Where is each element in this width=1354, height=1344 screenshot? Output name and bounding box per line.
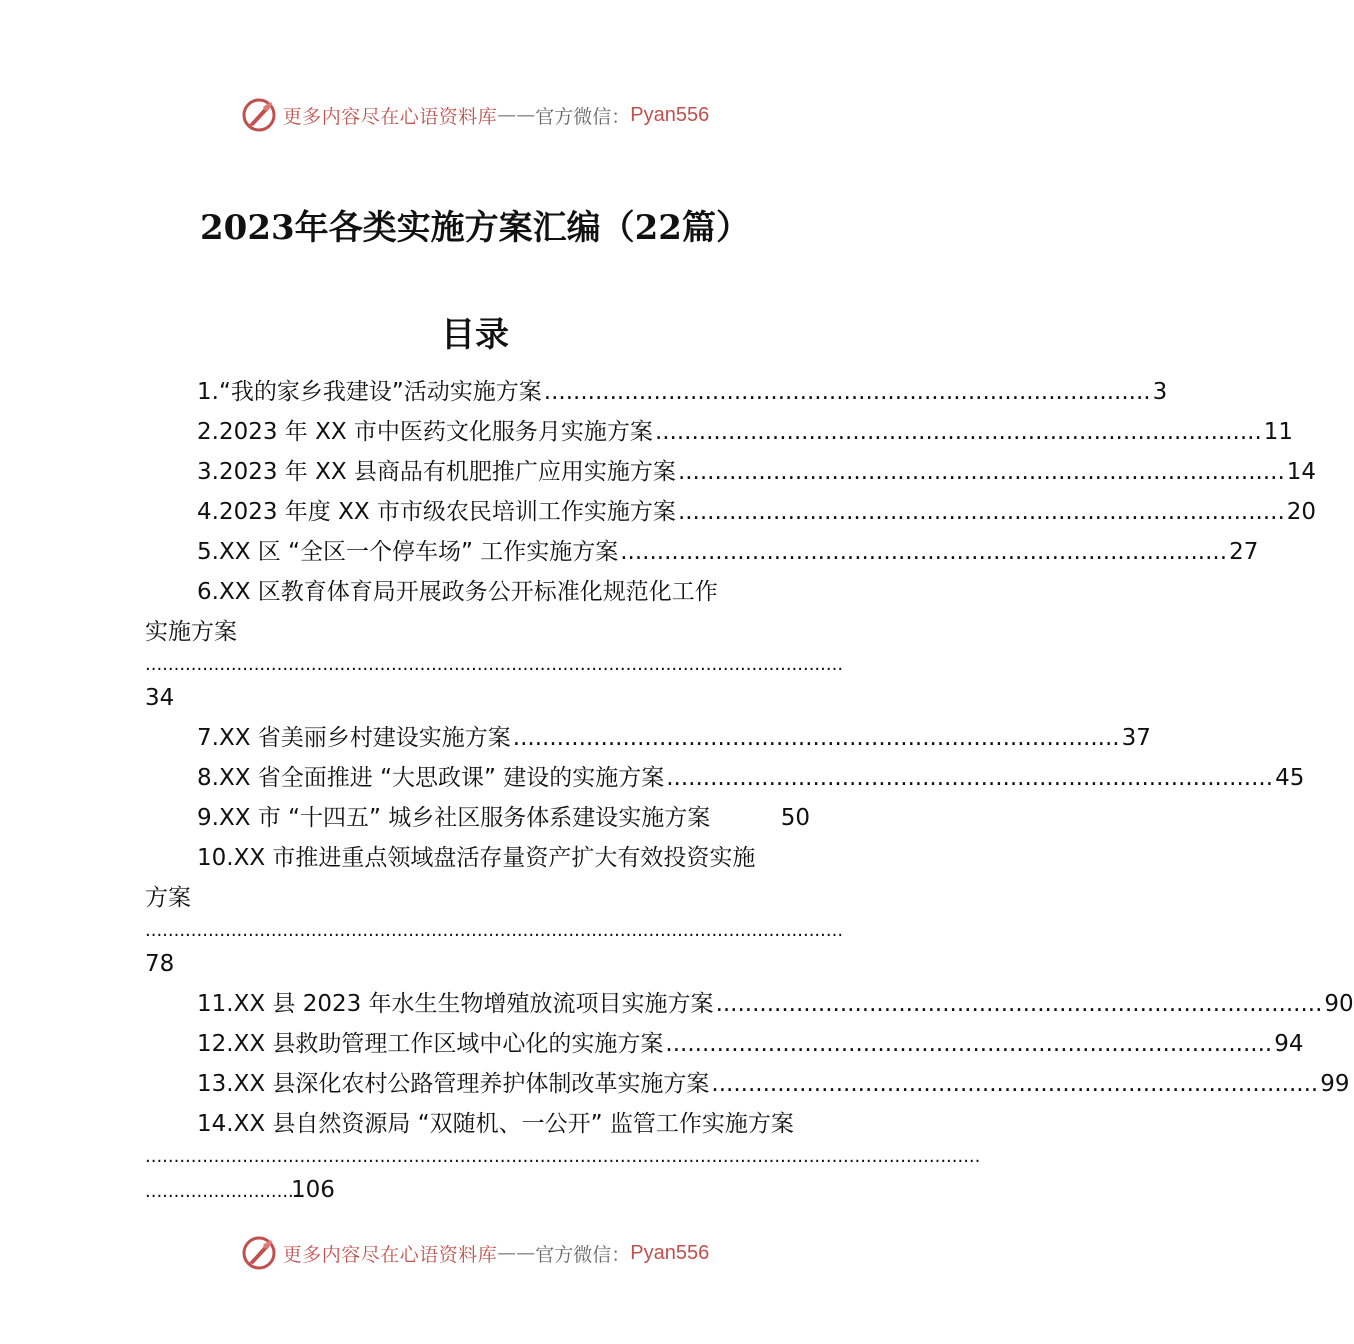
toc-item-label: 13.XX 县深化农村公路管理养护体制改革实施方案 [197,1071,710,1097]
banner-separator: —— [497,104,536,126]
quill-logo-icon [241,1235,277,1271]
toc-item-page: 94 [1274,1031,1304,1057]
dot-leader: ................................................................................... [677,499,1285,525]
toc-heading: 目录 [441,315,509,355]
dot-leader: ................................................................................... [666,765,1274,791]
toc-item-label: 12.XX 县救助管理工作区域中心化的实施方案 [197,1031,664,1057]
toc-item-7[interactable] [145,718,1151,758]
toc-item-page: 106 [291,1177,335,1203]
toc-item-11[interactable] [145,984,1354,1024]
banner-brand: 更多内容尽在心语资料库 [282,105,498,128]
toc-item-10[interactable] [145,838,844,984]
toc-item-page: 11 [1263,419,1294,445]
dot-leader: ................................................................................... [665,1031,1273,1057]
toc-item-label: 3.2023 年 XX 县商品有机肥推广应用实施方案 [197,459,676,485]
toc-item-label: 14.XX 县自然资源局 “双随机、一公开” 监管工作实施方案 [197,1111,794,1137]
toc-item-page: 99 [1320,1071,1350,1097]
banner-separator: —— [497,1242,536,1264]
footer-banner [0,1233,950,1273]
toc-item-label-continued: 方案 [145,885,191,911]
toc-item-label: 9.XX 市 “十四五” 城乡社区服务体系建设实施方案 [197,805,711,831]
dot-leader: ............................ [145,1181,306,1202]
toc-item-label: 11.XX 县 2023 年水生生物增殖放流项目实施方案 [197,991,714,1017]
banner-brand: 更多内容尽在心语资料库 [282,1243,498,1266]
dot-leader: ................................................................................... [620,539,1228,565]
toc-item-8[interactable] [145,758,1305,798]
toc-item-label: 8.XX 省全面推进 “大思政课” 建设的实施方案 [197,765,665,791]
dot-leader: ................................................................................... [512,725,1120,751]
dot-leader: ................................................................................... [715,991,1323,1017]
document-title: 2023年各类实施方案汇编（22篇） [200,208,750,248]
toc-item-13[interactable] [145,1064,1350,1104]
toc-item-page: 3 [1152,379,1168,405]
toc-item-label: 5.XX 区 “全区一个停车场” 工作实施方案 [197,539,619,565]
toc-item-page: 37 [1121,725,1151,751]
toc-item-page: 20 [1286,499,1317,525]
toc-item-9[interactable] [145,798,810,838]
toc-item-6[interactable] [145,572,844,718]
toc-item-label: 10.XX 市推进重点领域盘活存量资产扩大有效投资实施 [197,845,756,871]
table-of-contents [145,372,1354,1210]
toc-item-label-continued: 实施方案 [145,619,237,645]
dot-leader: .......................................................................................................................... [145,920,844,941]
toc-item-page: 14 [1286,459,1317,485]
toc-item-page: 34 [145,685,175,711]
dot-leader: ................................................................................... [677,459,1285,485]
header-banner [0,95,950,135]
toc-item-4[interactable] [145,492,1317,532]
toc-item-label: 6.XX 区教育体育局开展政务公开标准化规范化工作 [197,579,718,605]
banner-wechat-id: Pyan556 [630,103,710,126]
toc-item-label: 4.2023 年度 XX 市市级农民培训工作实施方案 [197,499,676,525]
toc-item-1[interactable] [145,372,1168,412]
toc-item-3[interactable] [145,452,1317,492]
toc-item-14[interactable] [145,1104,981,1210]
toc-item-page: 78 [145,951,175,977]
toc-item-2[interactable] [145,412,1294,452]
toc-item-label: 2.2023 年 XX 市中医药文化服务月实施方案 [197,419,653,445]
dot-leader: ................................................................................... [543,379,1151,405]
dot-leader: .......................................................................................................................... [145,654,844,675]
toc-item-label: 1.“我的家乡我建设”活动实施方案 [197,379,542,405]
banner-wechat-label: 官方微信： [535,105,631,128]
dot-leader: .................................................................................................................................................. [145,1146,981,1167]
dot-leader: ................................................................................... [711,1071,1319,1097]
toc-item-label: 7.XX 省美丽乡村建设实施方案 [197,725,511,751]
dot-leader: ................................................................................... [654,419,1262,445]
toc-item-5[interactable] [145,532,1259,572]
toc-item-page: 45 [1275,765,1305,791]
toc-item-page: 50 [780,805,810,831]
quill-logo-icon [241,97,277,133]
banner-wechat-label: 官方微信： [535,1243,631,1266]
toc-item-page: 27 [1229,539,1259,565]
banner-wechat-id: Pyan556 [630,1241,710,1264]
toc-item-page: 90 [1324,991,1354,1017]
toc-item-12[interactable] [145,1024,1304,1064]
